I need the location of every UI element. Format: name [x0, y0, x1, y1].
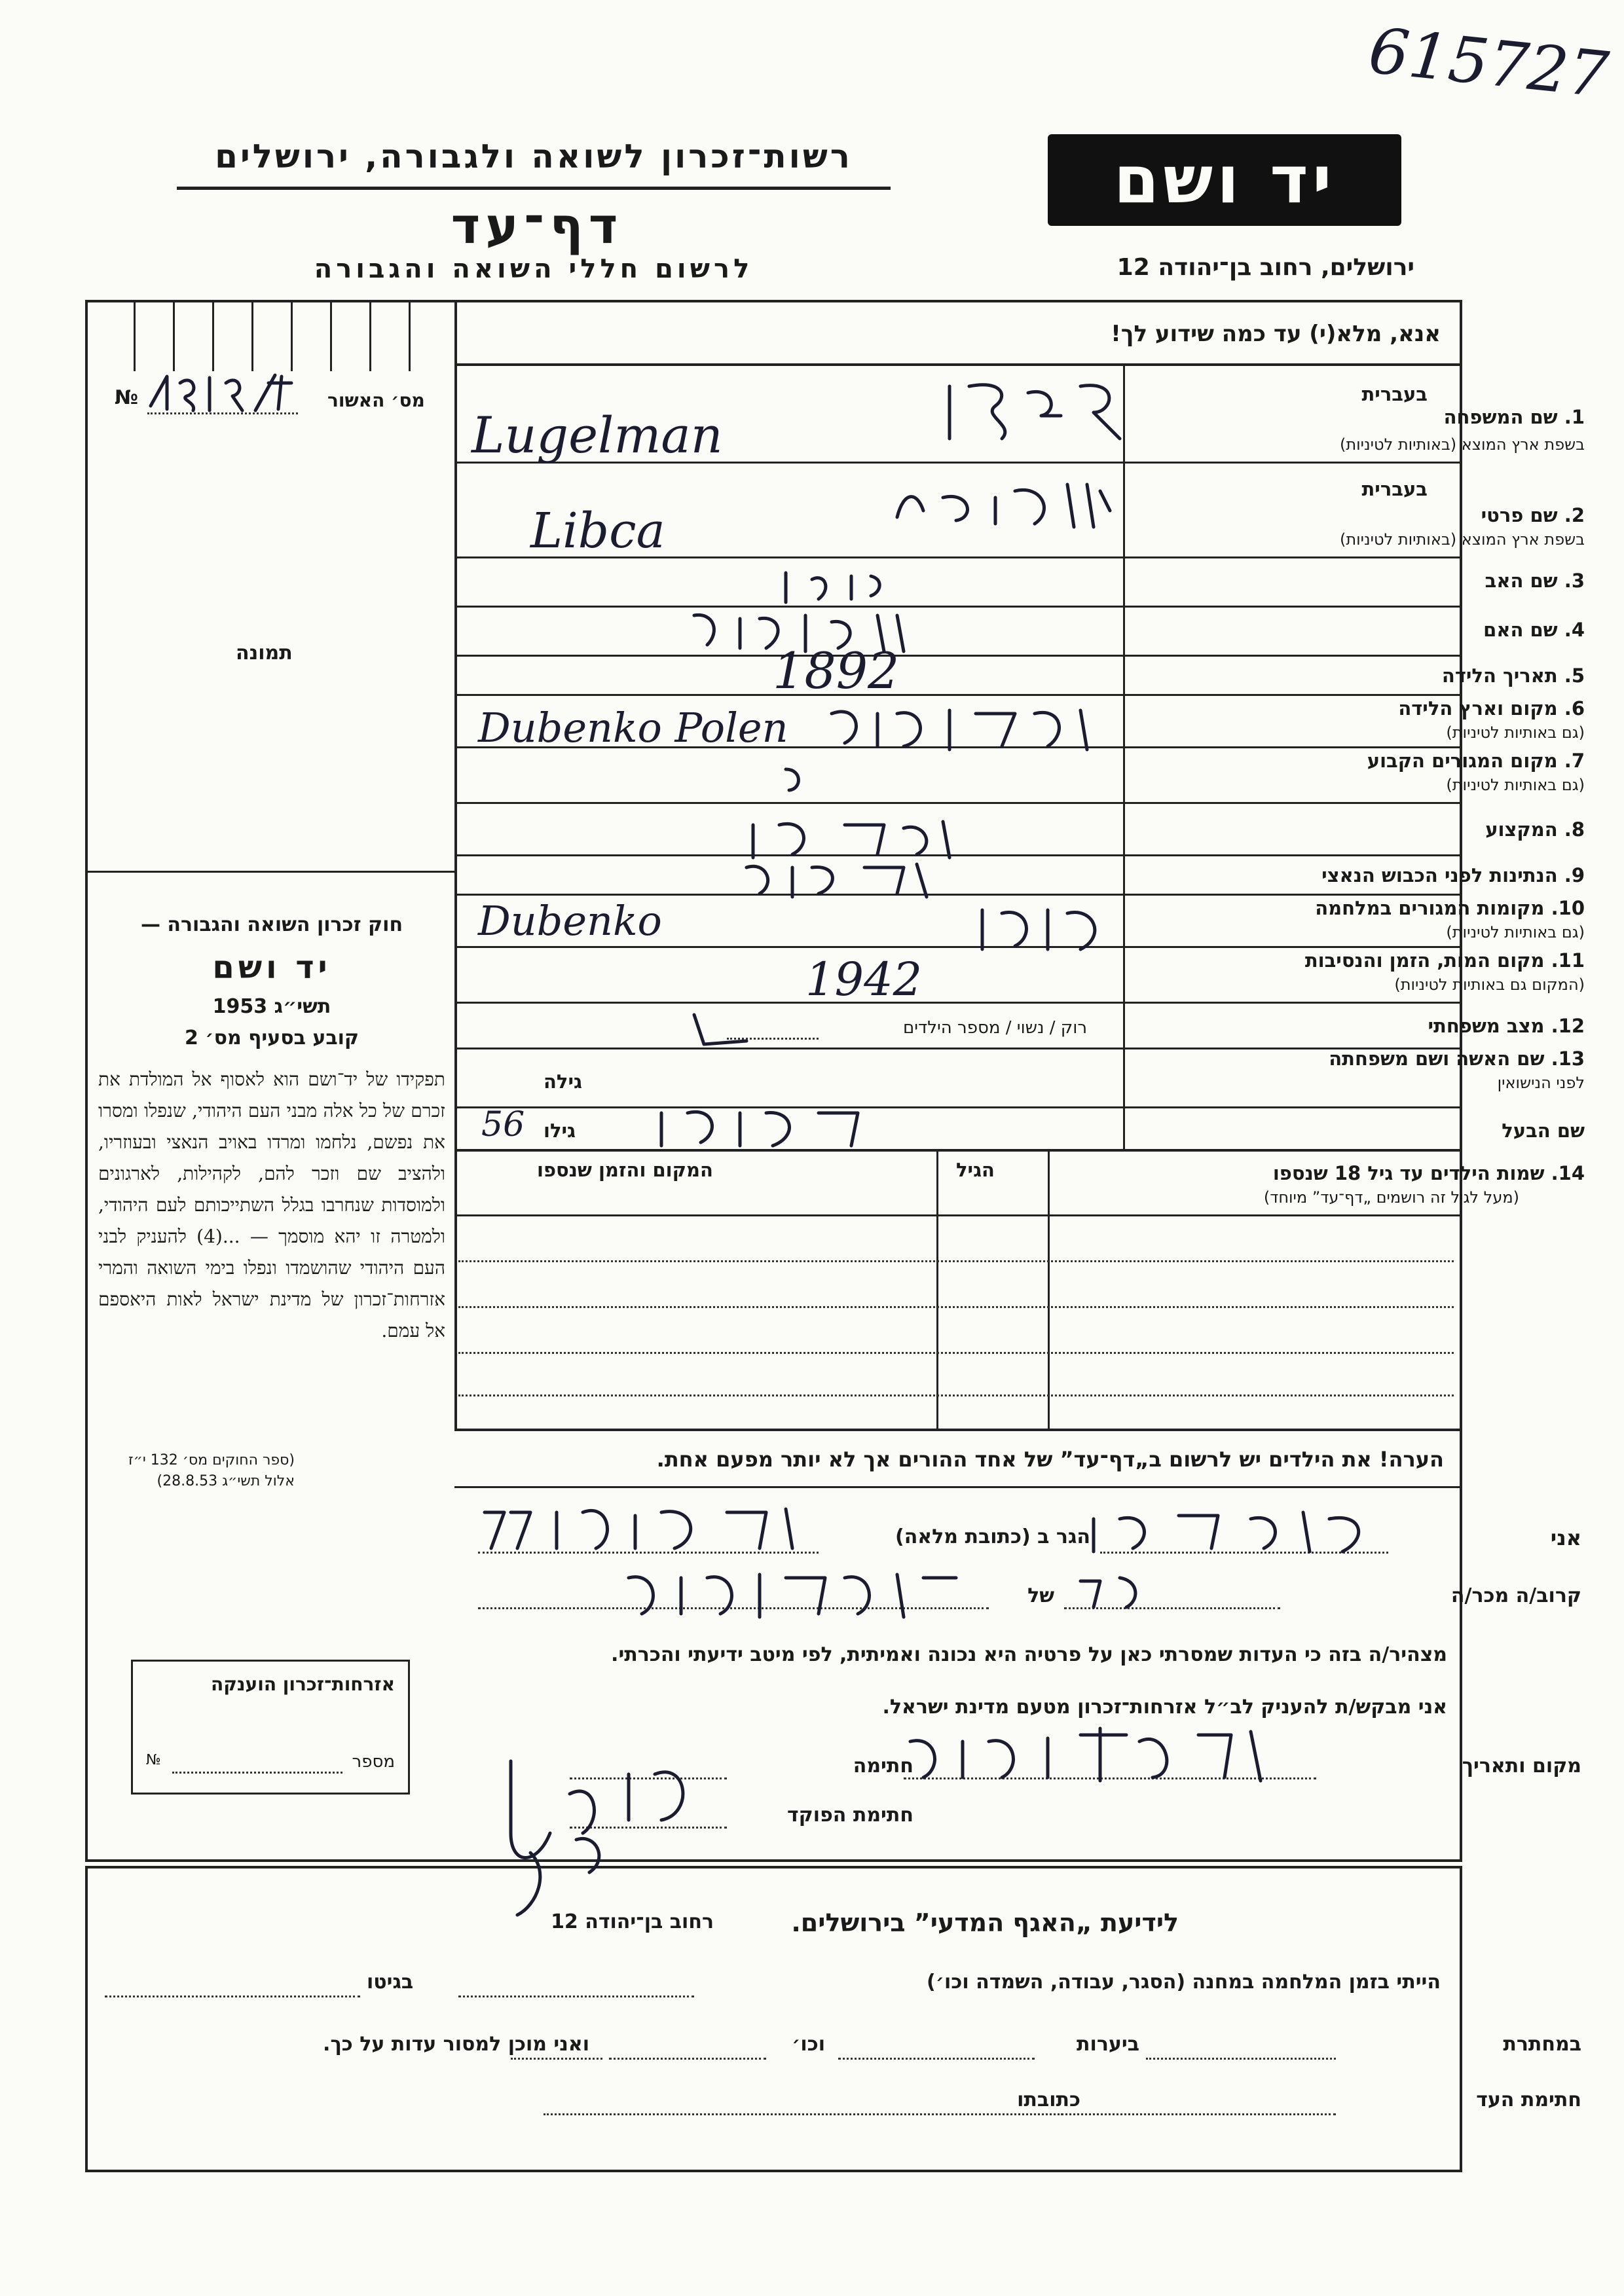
footer-forests: ביערות [1077, 2033, 1139, 2056]
law-clause: קובע בסעיף מס׳ 2 [184, 1027, 360, 1049]
field-11-handwriting: 1942 [805, 953, 923, 1006]
field-10-label: 10. מקומות המגורים במלחמה [1315, 897, 1585, 919]
footer-address-label: כתובתו [1017, 2088, 1080, 2111]
field-9-label: 9. הנתינות לפני הכבוש הנאצי [1321, 864, 1585, 886]
field-12-options: רוק / נשוי / מספר הילדים [902, 1018, 1087, 1038]
decl-gar: הגר ב (כתובת מלאה) [895, 1525, 1090, 1548]
field-4-label: 4. שם האם [1483, 619, 1585, 641]
form-subtitle: לרשום חללי השואה והגבורה [314, 254, 754, 284]
husband-label: שם הבעל [1502, 1120, 1585, 1142]
authority-underline [177, 187, 891, 190]
photo-label: תמונה [236, 642, 293, 665]
field-8-label: 8. המקצוע [1485, 818, 1585, 841]
field-13-age-label: גילה [544, 1070, 582, 1093]
logo-text: יד ושם [1113, 141, 1336, 218]
decl-officer-signature: חתימת הפוקד [787, 1804, 913, 1827]
footer-underground: במחתרת [1503, 2033, 1581, 2056]
note-text: הערה! את הילדים יש לרשום ב„דף־עד” של אחד ההורים אך לא יותר מפעם אחת. [656, 1447, 1444, 1472]
footer-witness-signature: חתימת העד [1476, 2088, 1581, 2111]
field-5-handwriting: 1892 [773, 642, 900, 700]
field-10-sub: (גם באותיות לטיניות) [1446, 923, 1585, 941]
field-11-sub: (המקום גם באותיות לטיניות) [1394, 975, 1585, 994]
form-intro: אנא, מלא(י) עד כמה שידוע לך! [1111, 321, 1441, 347]
reg-number-line [147, 412, 298, 414]
husband-age-value: 56 [481, 1105, 525, 1144]
field-6-label: 6. מקום וארץ הלידה [1398, 697, 1585, 720]
law-year: תשי״ג 1953 [212, 995, 331, 1018]
form-title: דף־עד [451, 196, 623, 255]
citizenship-number-prefix: № [146, 1752, 161, 1768]
field-6-sub: (גם באותיות לטיניות) [1446, 723, 1585, 742]
label-column-divider [1123, 363, 1125, 1149]
decl-request: אני מבקש/ת להעניק לב״ל אזרחות־זכרון מטעם מדינת ישראל. [882, 1696, 1447, 1719]
footer-title: לידיעת „האגף המדעי” בירושלים. [791, 1908, 1179, 1937]
field-11-label: 11. מקום המות, הזמן והנסיבות [1304, 949, 1585, 972]
footer-ready: ואני מוכן למסור עדות על כך. [323, 2033, 589, 2056]
field-2-heb: בעברית [1361, 478, 1428, 500]
field-2-sub: בשפת ארץ המוצא (באותיות לטיניות) [1340, 530, 1585, 549]
photo-bottom-line [88, 871, 454, 873]
law-body: תפקידו של יד־ושם הוא לאסוף אל המולדת את זכרם של כל אלה מבני העם היהודי, שנפלו ומסרו את נפשם, נלחמו ומרדו באויב הנאצי ובעוזריו, ולהציב שם וזכר להם, לקהילות, לארגונים ולמוסדות שנחרבו בגלל השתייכותם לעם היהודי, ולמטרה זו יהא מוסמך — ...(4) להעניק לבני העם היהודי שהושמדו ונפלו בימי השואה והמרי אזרחות־זכרון של מדינת ישראל לאות היאספם אל עמם. [98, 1068, 445, 1341]
reg-number-prefix: № [115, 386, 139, 409]
reference-number: 615727 [1365, 14, 1612, 112]
field-12-label: 12. מצב משפחתי [1428, 1015, 1585, 1037]
field-13-sub: לפני הנישואין [1497, 1074, 1585, 1092]
field-6-handwriting-latin: Dubenko Polen [478, 704, 788, 752]
husband-age-label: גילו [544, 1120, 576, 1142]
tick-row [88, 302, 454, 371]
field-2-handwriting-latin: Libca [530, 503, 665, 559]
citizenship-number-label: מספר [352, 1752, 395, 1772]
decl-relative: קרוב/ה מכר/ה [1450, 1584, 1581, 1607]
footer-etc: וכו׳ [792, 2033, 825, 2056]
left-column-divider [454, 302, 457, 1429]
footer-ghetto: בגיטו [367, 1971, 414, 1994]
field-5-label: 5. תאריך הלידה [1441, 665, 1585, 687]
field-10-handwriting-latin: Dubenko [478, 897, 662, 945]
field-2-label: 2. שם פרטי [1481, 504, 1585, 526]
children-place-col: המקום והזמן שנספו [537, 1159, 713, 1181]
decl-of: של [1027, 1584, 1054, 1607]
decl-place-date: מקום ותאריך [1462, 1755, 1581, 1777]
decl-ani: אני [1550, 1525, 1581, 1550]
yad-vashem-logo [1048, 134, 1401, 226]
field-1-heb: בעברית [1361, 383, 1428, 405]
footer-address: רחוב בן־יהודה 12 [551, 1910, 714, 1933]
field-1-sub: בשפת ארץ המוצא (באותיות לטיניות) [1340, 435, 1585, 454]
children-age-col: הגיל [956, 1159, 995, 1181]
decl-statement: מצהיר/ה בזה כי העדות שמסרתי כאן על פרטיה היא נכונה ואמיתית, לפי מיטב ידיעתי והכרתי. [611, 1643, 1447, 1666]
law-name: יד ושם [212, 949, 331, 986]
field-7-label: 7. מקום המגורים הקבוע [1367, 750, 1585, 772]
field-7-sub: (גם באותיות לטיניות) [1446, 776, 1585, 794]
address: ירושלים, רחוב בן־יהודה 12 [1116, 254, 1414, 281]
children-sub: (מעל לגיל זה רושמים „דף־עד” מיוחד) [1263, 1188, 1519, 1207]
footer-line1: הייתי בזמן המלחמה במחנה (הסגר, עבודה, השמדה וכו׳) [927, 1971, 1441, 1994]
field-1-label: 1. שם המשפחה [1443, 406, 1585, 428]
citizenship-title: אזרחות־זכרון הוענקה [211, 1673, 395, 1695]
field-13-label: 13. שם האשה ושם משפחתה [1329, 1048, 1585, 1070]
intro-line [454, 363, 1460, 366]
field-3-label: 3. שם האב [1485, 570, 1585, 592]
decl-signature: חתימה [853, 1755, 913, 1777]
citizenship-box [131, 1660, 410, 1795]
authority-title: רשות־זכרון לשואה ולגבורה, ירושלים [215, 137, 853, 175]
children-label: 14. שמות הילדים עד גיל 18 שנספו [1272, 1162, 1585, 1184]
law-source: (ספר החוקים מס׳ 132 י״ז אלול תשי״ג 28.8.53) [128, 1452, 295, 1489]
field-1-handwriting-latin: Lugelman [471, 406, 723, 464]
reg-number-label: מס׳ האשור [327, 390, 425, 411]
law-title: חוק זכרון השואה והגבורה — [140, 913, 403, 936]
